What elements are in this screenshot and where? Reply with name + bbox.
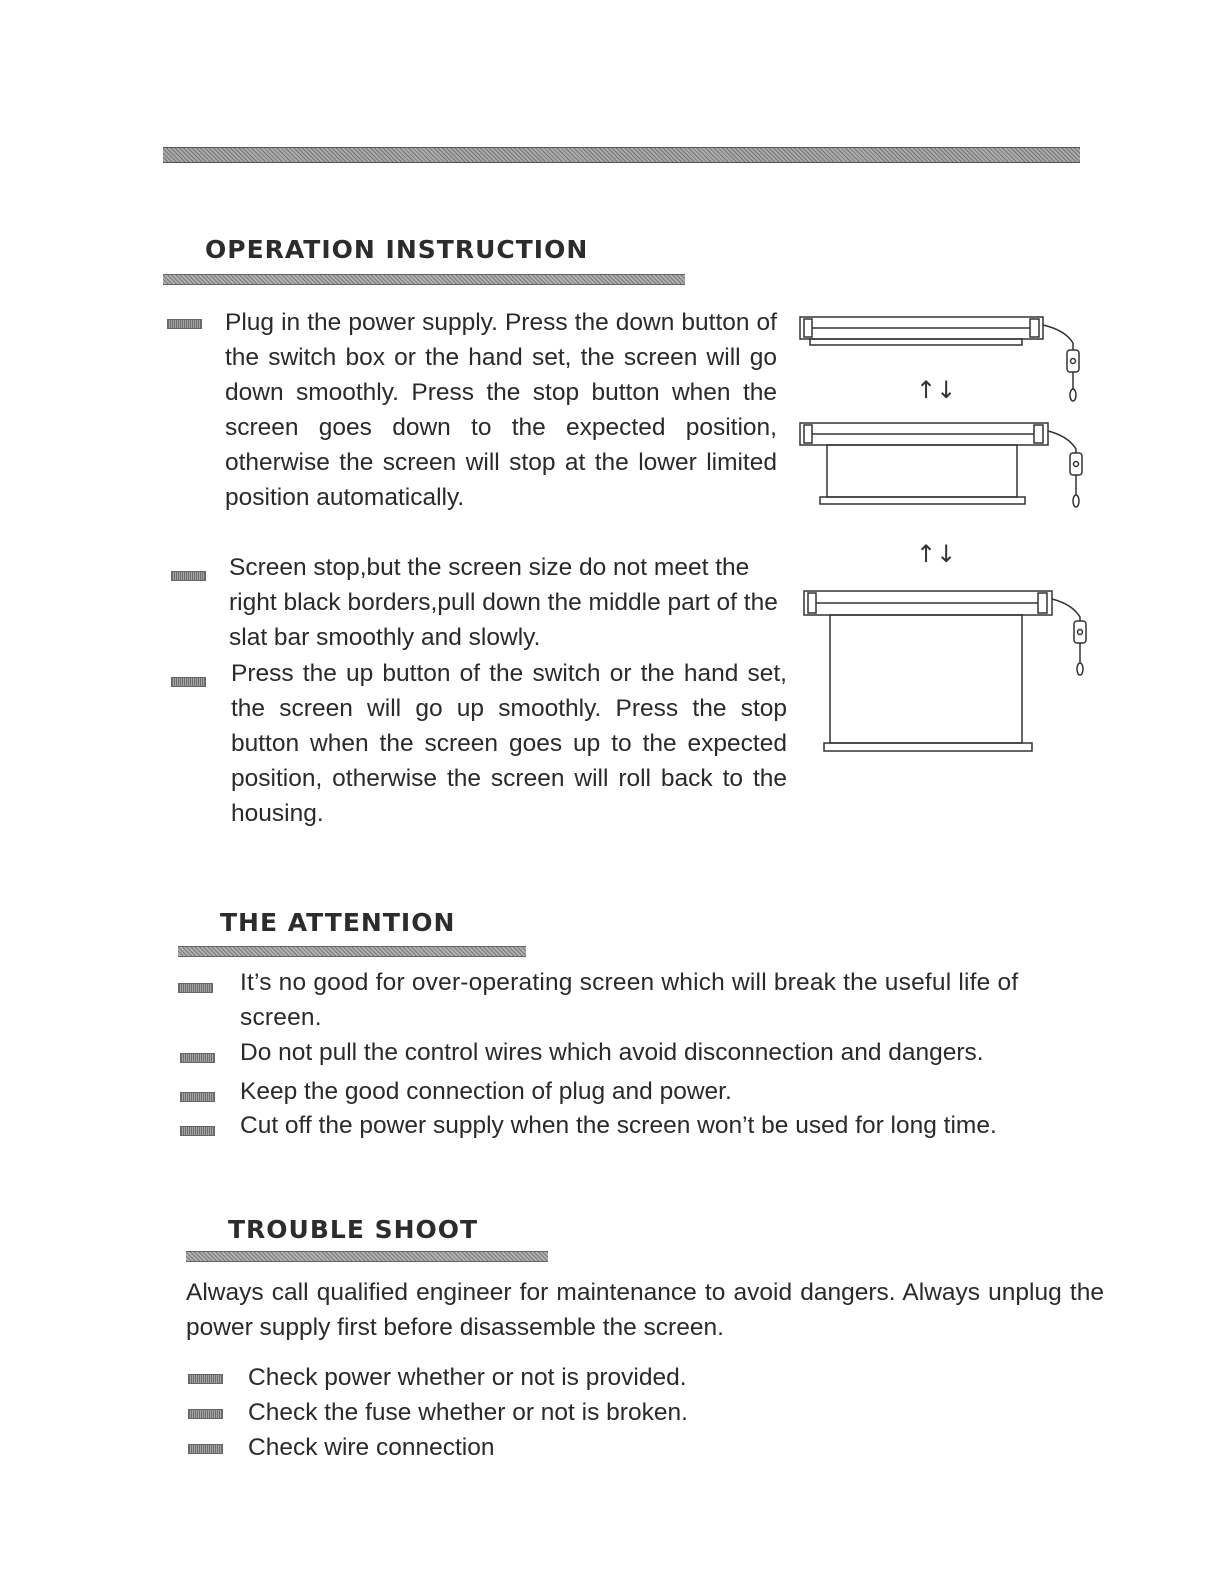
bullet-icon [188,1409,223,1419]
bullet-icon [180,1053,215,1063]
operation-item-1-text: Plug in the power supply. Press the down button of the switch box or the hand set, the screen will go down smoothly. Press the stop button when the screen goes down to the expected position, otherwise the screen will stop at the lower limited position automatically. [225,309,777,511]
operation-item-3 [163,656,793,831]
trouble-intro: Always call qualified engineer for maintenance to avoid dangers. Always unplug the power supply first before disassemble the screen. [186,1279,1104,1341]
attention-item-3-text: Keep the good connection of plug and power. [240,1078,732,1105]
bullet-icon [167,319,202,329]
operation-title-wrap [205,235,588,264]
trouble-title: TROUBLE SHOOT [228,1215,479,1244]
attention-item-4-text: Cut off the power supply when the screen won’t be used for long time. [240,1112,997,1139]
up-down-arrow-icon: ↑↓ [916,540,957,568]
attention-item-3 [178,1074,1098,1109]
attention-item-1 [178,965,1098,1035]
trouble-item-2 [186,1395,1086,1430]
attention-title-wrap [220,908,455,937]
attention-item-2-text: Do not pull the control wires which avoid disconnection and dangers. [240,1039,984,1066]
bullet-icon [180,1126,215,1136]
trouble-item-2-text: Check the fuse whether or not is broken. [248,1399,688,1426]
bullet-icon [180,1092,215,1102]
screen-housing-half-down [800,423,1082,507]
bullet-icon [178,983,213,993]
attention-title-rule [178,946,526,957]
screen-operation-diagram [790,305,1095,775]
attention-item-2 [178,1035,1098,1070]
screen-housing-full-down [804,591,1086,751]
trouble-title-rule [186,1251,548,1262]
attention-title: THE ATTENTION [220,908,456,937]
trouble-title-wrap [228,1215,478,1244]
attention-item-4 [178,1108,1098,1143]
operation-item-2-text: Screen stop,but the screen size do not meet the right black borders,pull down the middle part of the slat bar smoothly and slowly. [229,554,778,651]
operation-item-3-text: Press the up button of the switch or the hand set, the screen will go up smoothly. Press the stop button when the screen goes up to the expected position, otherwise the screen will roll back to the housing. [231,660,787,827]
trouble-item-3 [186,1430,1086,1465]
operation-item-1 [163,305,783,515]
operation-item-2 [163,550,788,655]
bullet-icon [188,1374,223,1384]
bullet-icon [188,1444,223,1454]
bullet-icon [171,677,206,687]
trouble-item-1 [186,1360,1086,1395]
top-divider-bar [163,147,1080,163]
operation-title: OPERATION INSTRUCTION [205,235,589,264]
trouble-item-1-text: Check power whether or not is provided. [248,1364,687,1391]
up-down-arrow-icon: ↑↓ [916,376,957,404]
operation-title-rule [163,274,685,285]
bullet-icon [171,571,206,581]
trouble-item-3-text: Check wire connection [248,1434,495,1461]
attention-item-1-text: It’s no good for over-operating screen which will break the useful life of screen. [240,969,1019,1031]
